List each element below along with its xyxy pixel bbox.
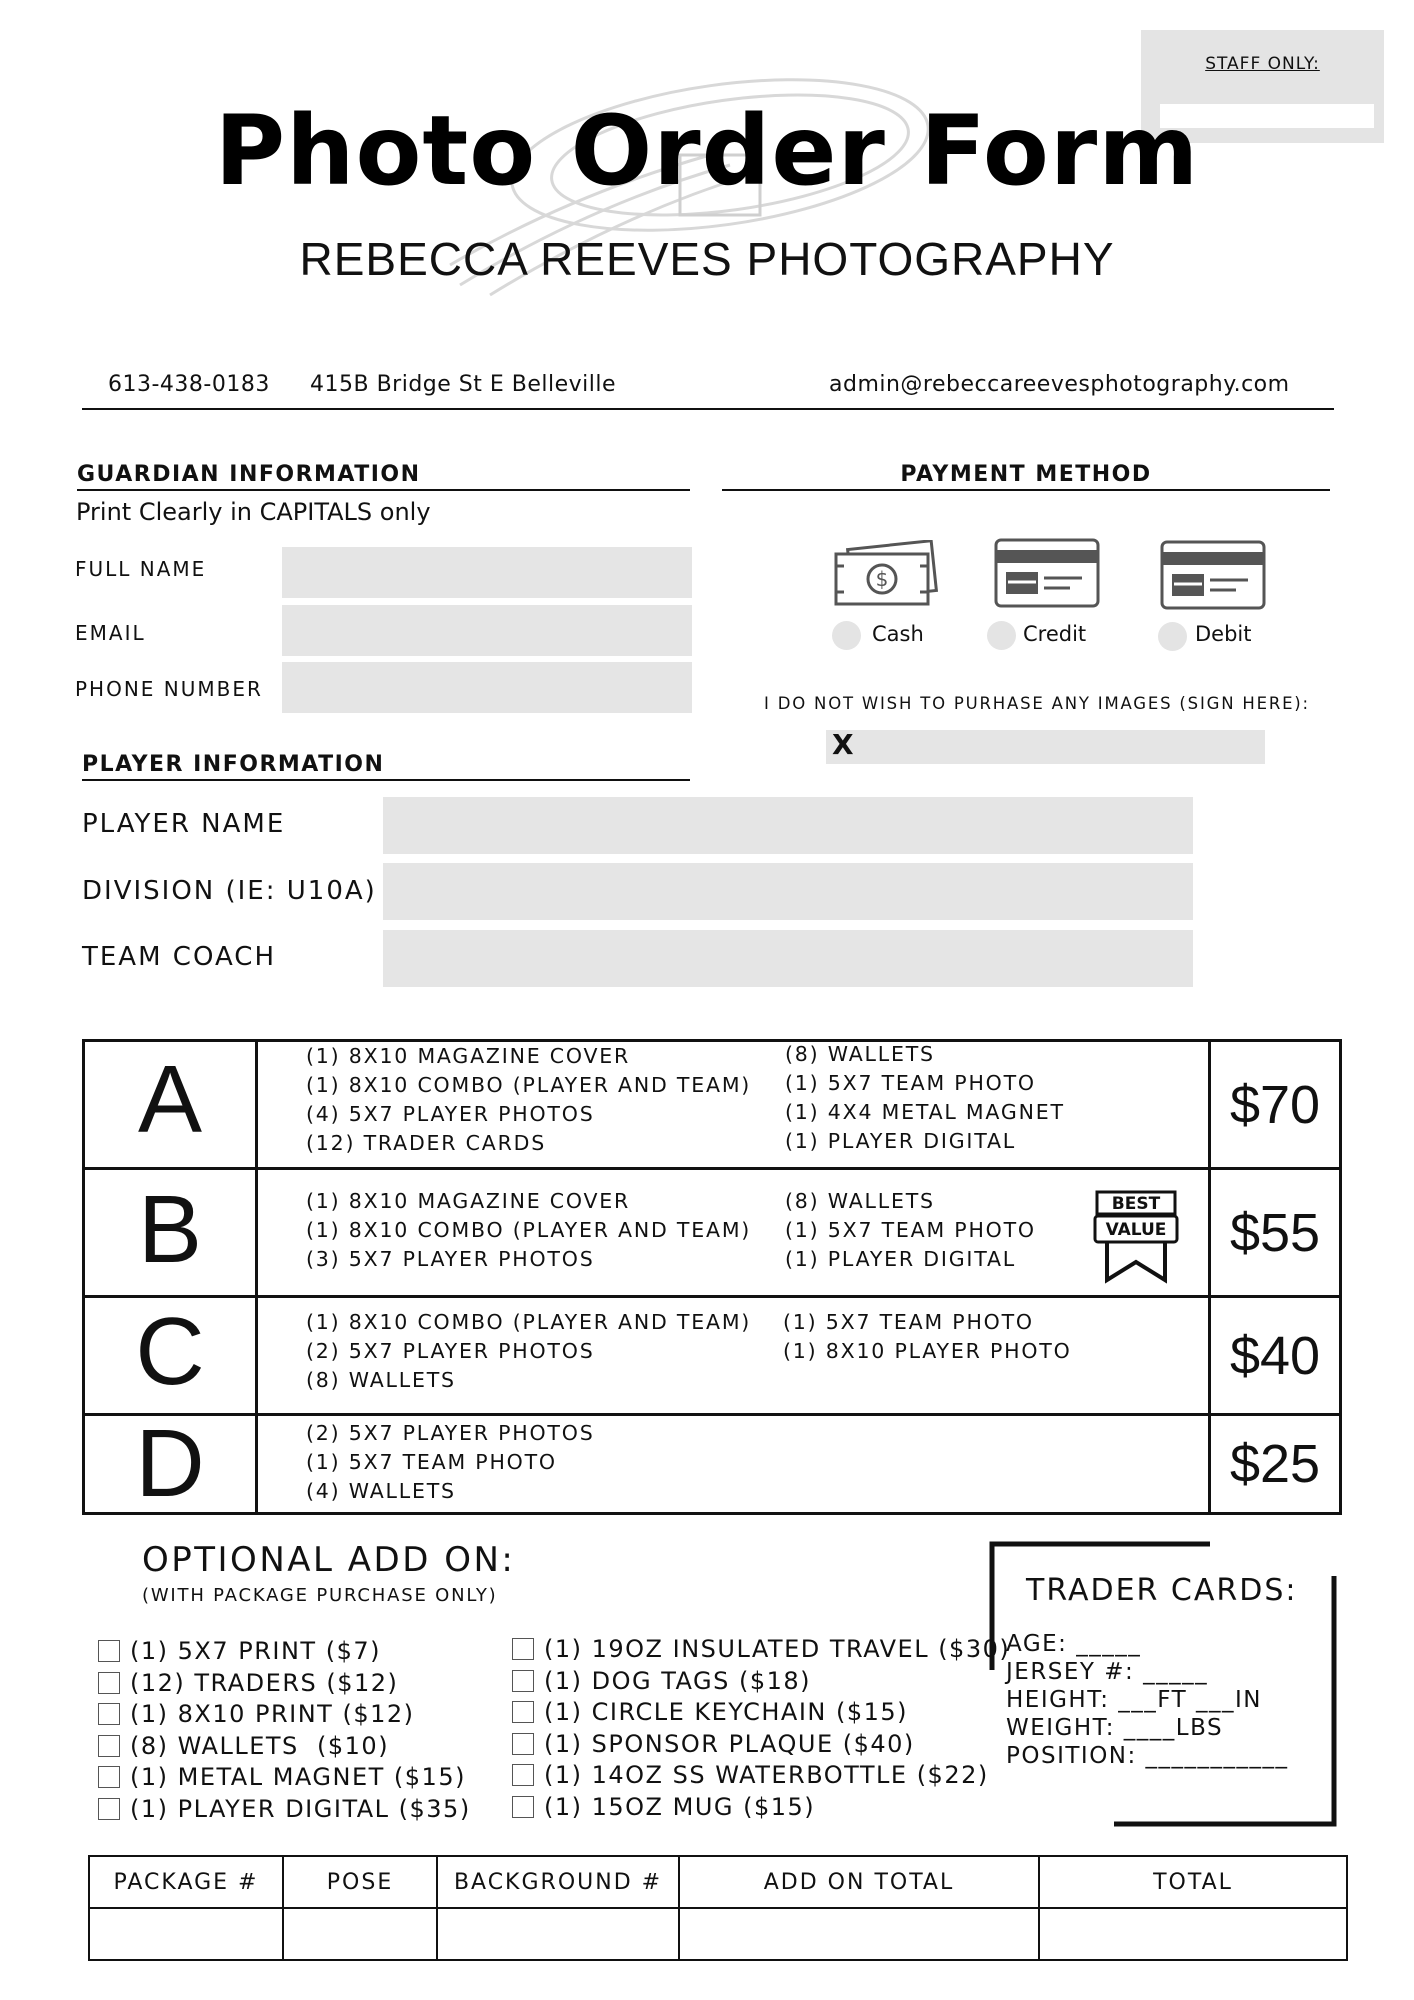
- addon-label: (1) METAL MAGNET ($15): [130, 1763, 466, 1791]
- package-items-col1: [306, 1419, 595, 1506]
- package-item: (8) WALLETS: [785, 1042, 935, 1066]
- summary-header: PACKAGE #: [89, 1856, 283, 1908]
- addon-item[interactable]: [98, 1636, 471, 1668]
- package-price: $55: [1210, 1169, 1341, 1297]
- addon-checkbox[interactable]: [512, 1701, 534, 1723]
- addon-checkbox[interactable]: [512, 1670, 534, 1692]
- summary-header: ADD ON TOTAL: [679, 1856, 1039, 1908]
- summary-header: TOTAL: [1039, 1856, 1347, 1908]
- contact-phone: 613-438-0183: [108, 372, 270, 397]
- total-cell[interactable]: [1039, 1908, 1347, 1960]
- addon-item[interactable]: [512, 1792, 1010, 1824]
- package-letter: A: [84, 1041, 257, 1169]
- package-row-d[interactable]: [84, 1415, 1341, 1514]
- phone-label: PHONE NUMBER: [75, 677, 263, 701]
- package-item: (1) 5X7 TEAM PHOTO: [785, 1218, 1036, 1242]
- guardian-divider: [77, 489, 690, 491]
- addon-item[interactable]: [98, 1699, 471, 1731]
- trader-age[interactable]: AGE: _____: [1006, 1631, 1142, 1657]
- package-item: (2) 5X7 PLAYER PHOTOS: [306, 1339, 595, 1363]
- division-field[interactable]: [383, 863, 1193, 920]
- addon-label: (1) SPONSOR PLAQUE ($40): [544, 1729, 915, 1758]
- full-name-field[interactable]: [282, 547, 692, 598]
- team-coach-field[interactable]: [383, 930, 1193, 987]
- trader-weight[interactable]: WEIGHT: ____LBS: [1006, 1715, 1224, 1741]
- addon-item[interactable]: [512, 1729, 1010, 1761]
- package-items-col2: [785, 1187, 1036, 1274]
- full-name-label: FULL NAME: [75, 557, 207, 581]
- addons-left-list: [98, 1636, 471, 1825]
- package-item: (12) TRADER CARDS: [306, 1131, 547, 1155]
- cash-radio[interactable]: [832, 621, 861, 650]
- add-on-total-cell[interactable]: [679, 1908, 1039, 1960]
- addons-note: (WITH PACKAGE PURCHASE ONLY): [142, 1585, 498, 1606]
- addon-label: (1) 14OZ SS WATERBOTTLE ($22): [544, 1761, 989, 1789]
- addon-checkbox[interactable]: [98, 1672, 120, 1694]
- addon-label: (1) 5X7 PRINT ($7): [130, 1637, 381, 1665]
- addons-heading: OPTIONAL ADD ON:: [142, 1540, 516, 1580]
- package-price: $70: [1210, 1041, 1341, 1169]
- player-divider: [82, 779, 690, 781]
- guardian-note: Print Clearly in CAPITALS only: [76, 498, 431, 526]
- trader-jersey[interactable]: JERSEY #: _____: [1006, 1659, 1209, 1685]
- addon-checkbox[interactable]: [98, 1703, 120, 1725]
- sign-mark: X: [832, 728, 854, 761]
- addon-checkbox[interactable]: [98, 1798, 120, 1820]
- addon-label: (1) 8X10 PRINT ($12): [130, 1700, 415, 1728]
- order-summary-table: [88, 1855, 1348, 1961]
- page-title: Photo Order Form: [214, 95, 1200, 207]
- package-item: (8) WALLETS: [785, 1189, 935, 1213]
- addon-label: (8) WALLETS ($10): [130, 1731, 390, 1760]
- package-items: [257, 1041, 1210, 1169]
- svg-text:$: $: [875, 567, 889, 591]
- trader-height[interactable]: HEIGHT: ___FT ___IN: [1006, 1687, 1262, 1713]
- addon-label: (1) DOG TAGS ($18): [544, 1666, 812, 1695]
- svg-text:VALUE: VALUE: [1105, 1220, 1167, 1240]
- addon-checkbox[interactable]: [512, 1733, 534, 1755]
- package-row-c[interactable]: [84, 1297, 1341, 1415]
- contact-address: 415B Bridge St E Belleville: [310, 372, 617, 397]
- svg-text:BEST: BEST: [1111, 1194, 1161, 1214]
- addon-checkbox[interactable]: [512, 1764, 534, 1786]
- addon-item[interactable]: [98, 1668, 471, 1700]
- phone-field[interactable]: [282, 662, 692, 713]
- page-subtitle: REBECCA REEVES PHOTOGRAPHY: [299, 233, 1115, 285]
- addon-checkbox[interactable]: [98, 1640, 120, 1662]
- package-row-a[interactable]: [84, 1041, 1341, 1169]
- package-items-col1: [306, 1187, 751, 1274]
- addon-checkbox[interactable]: [98, 1735, 120, 1757]
- addon-item[interactable]: [512, 1760, 1010, 1792]
- addon-item[interactable]: [98, 1731, 471, 1763]
- email-field[interactable]: [282, 605, 692, 656]
- package-item: (1) 8X10 COMBO (PLAYER AND TEAM): [306, 1073, 752, 1097]
- package-row-b[interactable]: [84, 1169, 1341, 1297]
- payment-divider: [722, 489, 1330, 491]
- payment-heading: PAYMENT METHOD: [900, 462, 1152, 487]
- package-items-col2: [785, 1040, 1065, 1156]
- background-number-cell[interactable]: [437, 1908, 679, 1960]
- package-item: (4) 5X7 PLAYER PHOTOS: [306, 1102, 595, 1126]
- guardian-heading: GUARDIAN INFORMATION: [77, 462, 421, 487]
- trader-cards-fields: [1006, 1630, 1289, 1770]
- addon-label: (1) 15OZ MUG ($15): [544, 1792, 816, 1821]
- best-value-badge-icon: [1093, 1188, 1179, 1284]
- package-letter: D: [84, 1415, 257, 1514]
- package-items-col1: [306, 1308, 751, 1395]
- package-number-cell[interactable]: [89, 1908, 283, 1960]
- credit-label: Credit: [1023, 622, 1087, 646]
- addon-label: (12) TRADERS ($12): [130, 1668, 399, 1697]
- player-name-field[interactable]: [383, 797, 1193, 854]
- package-price: $40: [1210, 1297, 1341, 1415]
- player-heading: PLAYER INFORMATION: [82, 752, 385, 777]
- pose-cell[interactable]: [283, 1908, 437, 1960]
- staff-only-label: STAFF ONLY:: [1205, 54, 1320, 74]
- summary-header: POSE: [283, 1856, 437, 1908]
- package-price: $25: [1210, 1415, 1341, 1514]
- team-coach-label: TEAM COACH: [82, 942, 276, 972]
- package-item: (2) 5X7 PLAYER PHOTOS: [306, 1421, 595, 1445]
- package-items-col1: [306, 1042, 751, 1158]
- package-item: (3) 5X7 PLAYER PHOTOS: [306, 1247, 595, 1271]
- contact-email: admin@rebeccareevesphotography.com: [829, 372, 1290, 397]
- debit-radio[interactable]: [1158, 622, 1187, 651]
- package-item: (4) WALLETS: [306, 1479, 456, 1503]
- cash-label: Cash: [872, 622, 924, 646]
- packages-table: [82, 1039, 1342, 1515]
- addon-item[interactable]: [512, 1634, 1010, 1666]
- addon-label: (1) PLAYER DIGITAL ($35): [130, 1794, 471, 1823]
- debit-card-icon: [1160, 540, 1266, 610]
- addon-checkbox[interactable]: [98, 1766, 120, 1788]
- email-label: EMAIL: [75, 621, 146, 645]
- package-items-col2: [783, 1308, 1072, 1366]
- package-item: (1) 5X7 TEAM PHOTO: [783, 1310, 1034, 1334]
- package-letter: B: [84, 1169, 257, 1297]
- addon-label: (1) CIRCLE KEYCHAIN ($15): [544, 1698, 909, 1726]
- addon-label: (1) 19OZ INSULATED TRAVEL ($30): [544, 1635, 1011, 1663]
- addon-item[interactable]: [98, 1762, 471, 1794]
- summary-entry-row[interactable]: [89, 1908, 1347, 1960]
- package-item: (1) 8X10 PLAYER PHOTO: [783, 1339, 1072, 1363]
- package-item: (1) 8X10 MAGAZINE COVER: [306, 1189, 631, 1213]
- package-items: [257, 1169, 1210, 1297]
- summary-header: BACKGROUND #: [437, 1856, 679, 1908]
- addon-item[interactable]: [512, 1666, 1010, 1698]
- player-name-label: PLAYER NAME: [82, 809, 286, 839]
- package-letter: C: [84, 1297, 257, 1415]
- credit-card-icon: [994, 538, 1100, 608]
- addon-checkbox[interactable]: [512, 1638, 534, 1660]
- package-item: (1) 5X7 TEAM PHOTO: [306, 1450, 557, 1474]
- package-item: (1) 8X10 MAGAZINE COVER: [306, 1044, 631, 1068]
- package-item: (1) 4X4 METAL MAGNET: [785, 1100, 1065, 1124]
- debit-label: Debit: [1195, 622, 1252, 646]
- trader-position[interactable]: POSITION: ___________: [1006, 1743, 1289, 1769]
- addon-item[interactable]: [512, 1697, 1010, 1729]
- decline-text: I DO NOT WISH TO PURHASE ANY IMAGES (SIGN HERE):: [764, 694, 1310, 713]
- addon-item[interactable]: [98, 1794, 471, 1826]
- decline-signature-field[interactable]: [826, 730, 1265, 764]
- cash-icon: [832, 540, 942, 610]
- package-item: (1) 8X10 COMBO (PLAYER AND TEAM): [306, 1310, 752, 1334]
- addons-right-list: [512, 1634, 1010, 1823]
- package-item: (8) WALLETS: [306, 1368, 456, 1392]
- contact-divider: [82, 408, 1334, 410]
- package-item: (1) 8X10 COMBO (PLAYER AND TEAM): [306, 1218, 752, 1242]
- summary-header-row: [89, 1856, 1347, 1908]
- package-item: (1) PLAYER DIGITAL: [785, 1247, 1017, 1271]
- division-label: DIVISION (IE: U10A): [82, 876, 377, 906]
- addon-checkbox[interactable]: [512, 1796, 534, 1818]
- package-item: (1) 5X7 TEAM PHOTO: [785, 1071, 1036, 1095]
- package-items: [257, 1415, 1210, 1514]
- package-item: (1) PLAYER DIGITAL: [785, 1129, 1017, 1153]
- credit-radio[interactable]: [987, 621, 1016, 650]
- package-items: [257, 1297, 1210, 1415]
- trader-cards-heading: TRADER CARDS:: [1026, 1573, 1298, 1608]
